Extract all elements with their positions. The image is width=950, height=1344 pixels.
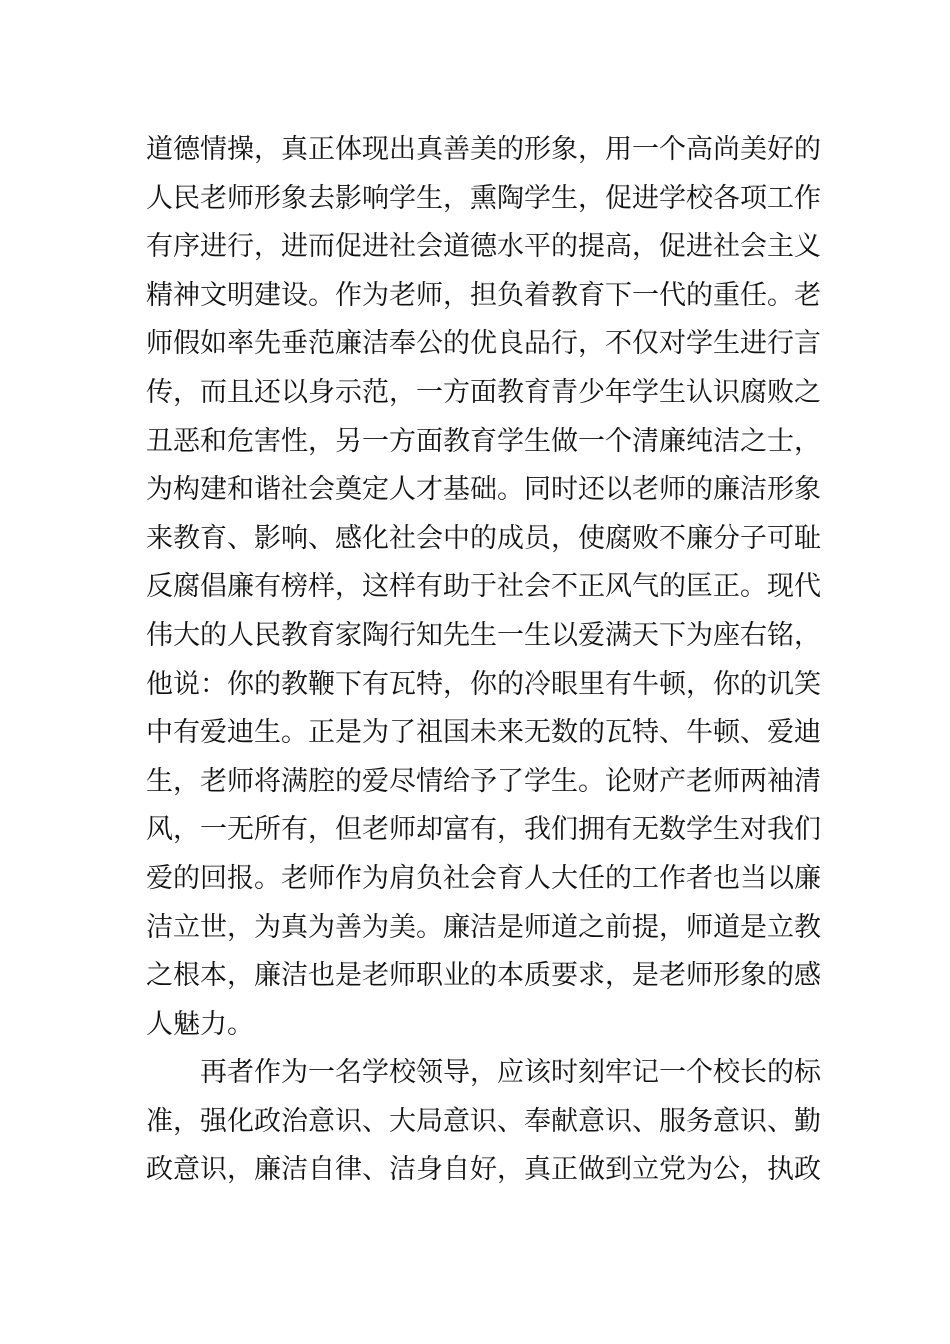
text-line: 为构建和谐社会奠定人才基础。同时还以老师的廉洁形象 <box>146 474 821 506</box>
text-line: 来教育、影响、感化社会中的成员，使腐败不廉分子可耻 <box>146 522 821 554</box>
text-line: 风，一无所有，但老师却富有，我们拥有无数学生对我们 <box>146 814 821 846</box>
text-line: 之根本，廉洁也是老师职业的本质要求，是老师形象的感 <box>146 960 821 992</box>
text-line: 人民老师形象去影响学生，熏陶学生，促进学校各项工作 <box>146 182 821 214</box>
text-line: 伟大的人民教育家陶行知先生一生以爱满天下为座右铭， <box>146 619 821 651</box>
text-line: 师假如率先垂范廉洁奉公的优良品行，不仅对学生进行言 <box>146 328 821 360</box>
text-line: 中有爱迪生。正是为了祖国未来无数的瓦特、牛顿、爱迪 <box>146 717 821 749</box>
text-line: 洁立世，为真为善为美。廉洁是师道之前提，师道是立教 <box>146 911 821 943</box>
text-line: 反腐倡廉有榜样，这样有助于社会不正风气的匡正。现代 <box>146 571 821 603</box>
text-line: 政意识，廉洁自律、洁身自好，真正做到立党为公，执政 <box>146 1154 821 1186</box>
paragraph-end-line: 人魅力。 <box>146 1008 254 1040</box>
text-line: 生，老师将满腔的爱尽情给予了学生。论财产老师两袖清 <box>146 765 821 797</box>
paragraph-start-line: 再者作为一名学校领导，应该时刻牢记一个校长的标 <box>200 1057 821 1089</box>
text-line: 传，而且还以身示范，一方面教育青少年学生认识腐败之 <box>146 376 821 408</box>
text-line: 道德情操，真正体现出真善美的形象，用一个高尚美好的 <box>146 134 821 165</box>
body-text <box>146 126 821 1195</box>
text-line: 丑恶和危害性，另一方面教育学生做一个清廉纯洁之士， <box>146 425 821 457</box>
text-line: 他说：你的教鞭下有瓦特，你的冷眼里有牛顿，你的讥笑 <box>146 668 821 700</box>
text-line: 爱的回报。老师作为肩负社会育人大任的工作者也当以廉 <box>146 862 821 894</box>
text-line: 准，强化政治意识、大局意识、奉献意识、服务意识、勤 <box>146 1105 821 1137</box>
text-line: 有序进行，进而促进社会道德水平的提高，促进社会主义 <box>146 231 821 263</box>
text-line: 精神文明建设。作为老师，担负着教育下一代的重任。老 <box>146 279 821 311</box>
